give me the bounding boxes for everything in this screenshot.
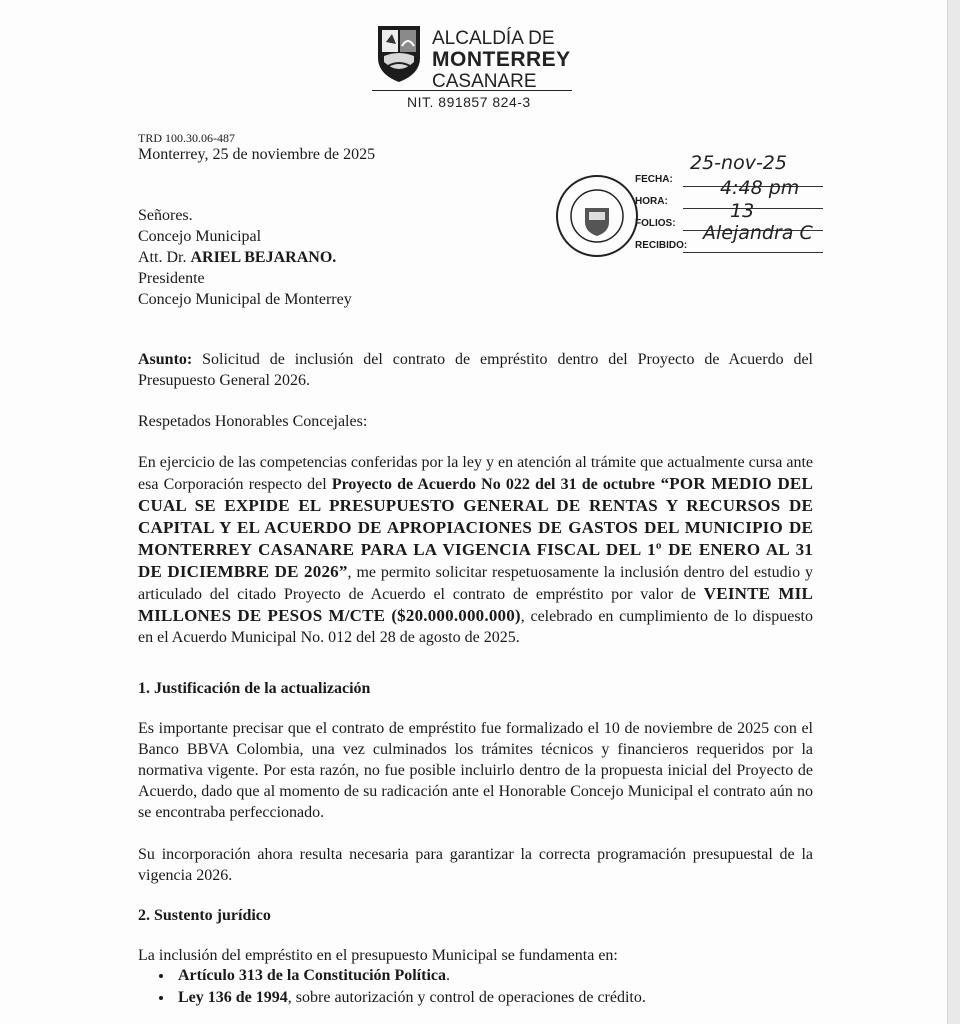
- list-item: • Artículo 313 de la Constitución Política.: [174, 965, 646, 987]
- legal-basis-list: [150, 965, 646, 1009]
- fecha-value: 25-nov-25: [690, 152, 787, 174]
- subject-text: Solicitud de inclusión del contrato de empréstito dentro del Proyecto de Acuerdo del Presupuesto General 2026.: [138, 351, 813, 389]
- hora-value: 4:48 pm: [720, 177, 800, 199]
- council-seal-icon: [555, 174, 639, 258]
- recibido-value: Alejandra C: [703, 222, 813, 244]
- trd-code: TRD 100.30.06-487: [138, 131, 235, 145]
- subject: [138, 349, 813, 391]
- org-name-line1: ALCALDÍA DE: [432, 28, 555, 49]
- hora-label: HORA:: [635, 196, 668, 207]
- municipal-shield-icon: [372, 22, 426, 84]
- salutation: Respetados Honorables Concejales:: [138, 413, 368, 430]
- subject-label: Asunto:: [138, 351, 193, 368]
- recipient-title: Presidente: [138, 270, 205, 287]
- project-title: “POR MEDIO DEL CUAL SE EXPIDE EL PRESUPUESTO GENERAL DE RENTAS Y RECURSOS DE CAPITAL Y EL ACUERDO DE APROPIACIONES DE GASTOS DEL MUNICIPIO DE MONTERREY CASANARE PARA LA VIGENCIA FISCAL DEL 1º DE ENERO AL 31 DE DICIEMBRE DE 2026”: [138, 474, 813, 581]
- recipient-line5: Concejo Municipal de Monterrey: [138, 291, 352, 308]
- section2-intro: La inclusión del empréstito en el presupuesto Municipal se fundamenta en:: [138, 947, 618, 964]
- folios-value: 13: [730, 200, 755, 222]
- section1-paragraph2: Su incorporación ahora resulta necesaria para garantizar la correcta programación presupuestal de la vigencia 2026.: [138, 846, 813, 884]
- section2-heading: 2. Sustento jurídico: [138, 907, 271, 924]
- letterhead: [372, 22, 572, 110]
- recipient-attention: Att. Dr. ARIEL BEJARANO.: [138, 249, 337, 266]
- letterhead-rule: [372, 90, 572, 91]
- section1-heading: 1. Justificación de la actualización: [138, 680, 371, 697]
- org-name-line3: CASANARE: [432, 71, 537, 92]
- org-name-line2: MONTERREY: [432, 48, 571, 71]
- folios-label: FOLIOS:: [635, 218, 676, 229]
- recibido-label: RECIBIDO:: [635, 240, 688, 251]
- list-item: • Ley 136 de 1994, sobre autorización y control de operaciones de crédito.: [174, 987, 646, 1009]
- body-paragraph: En ejercicio de las competencias conferidas por la ley y en atención al trámite que actualmente cursa ante esa Corporación respecto del Proyecto de Acuerdo No 022 del 31 de octubre “POR MEDIO DEL CUAL SE EXPIDE EL PRESUPUESTO GENERAL DE RENTAS Y RECURSOS DE CAPITAL Y EL ACUERDO DE APROPIACIONES DE GASTOS DEL MUNICIPIO DE MONTERREY CASANARE PARA LA VIGENCIA FISCAL DEL 1º DE ENERO AL 31 DE DICIEMBRE DE 2026”, me permito solicitar respetuosamente la inclusión dentro del estudio y articulado del citado Proyecto de Acuerdo el contrato de empréstito por valor de VEINTE MIL MILLONES DE PESOS M/CTE ($20.000.000.000), celebrado en cumplimiento de lo dispuesto en el Acuerdo Municipal No. 012 del 28 de agosto de 2025.: [138, 454, 814, 646]
- loan-amount: VEINTE MIL MILLONES DE PESOS M/CTE ($20.000.000.000): [138, 584, 814, 625]
- recipient-name: ARIEL BEJARANO.: [190, 249, 337, 266]
- section1-paragraph1: Es importante precisar que el contrato de empréstito fue formalizado el 10 de noviembre de 2025 con el Banco BBVA Colombia, una vez culminados los trámites técnicos y financieros requeridos por la normativa vigente. Por esta razón, no fue posible incluirlo dentro de la propuesta inicial del Proyecto de Acuerdo, dado que al momento de su radicación ante el Honorable Concejo Municipal el contrato aún no se encontraba perfeccionado.: [138, 720, 813, 821]
- recipient-line2: Concejo Municipal: [138, 228, 262, 245]
- project-reference: Proyecto de Acuerdo No 022 del 31 de octubre: [331, 476, 655, 493]
- page-edge: [947, 0, 960, 1024]
- reception-stamp: [555, 150, 835, 270]
- date-line: Monterrey, 25 de noviembre de 2025: [138, 146, 376, 163]
- nit-number: NIT. 891857 824-3: [407, 94, 531, 110]
- recipient-line1: Señores.: [138, 207, 193, 224]
- fecha-label: FECHA:: [635, 174, 673, 185]
